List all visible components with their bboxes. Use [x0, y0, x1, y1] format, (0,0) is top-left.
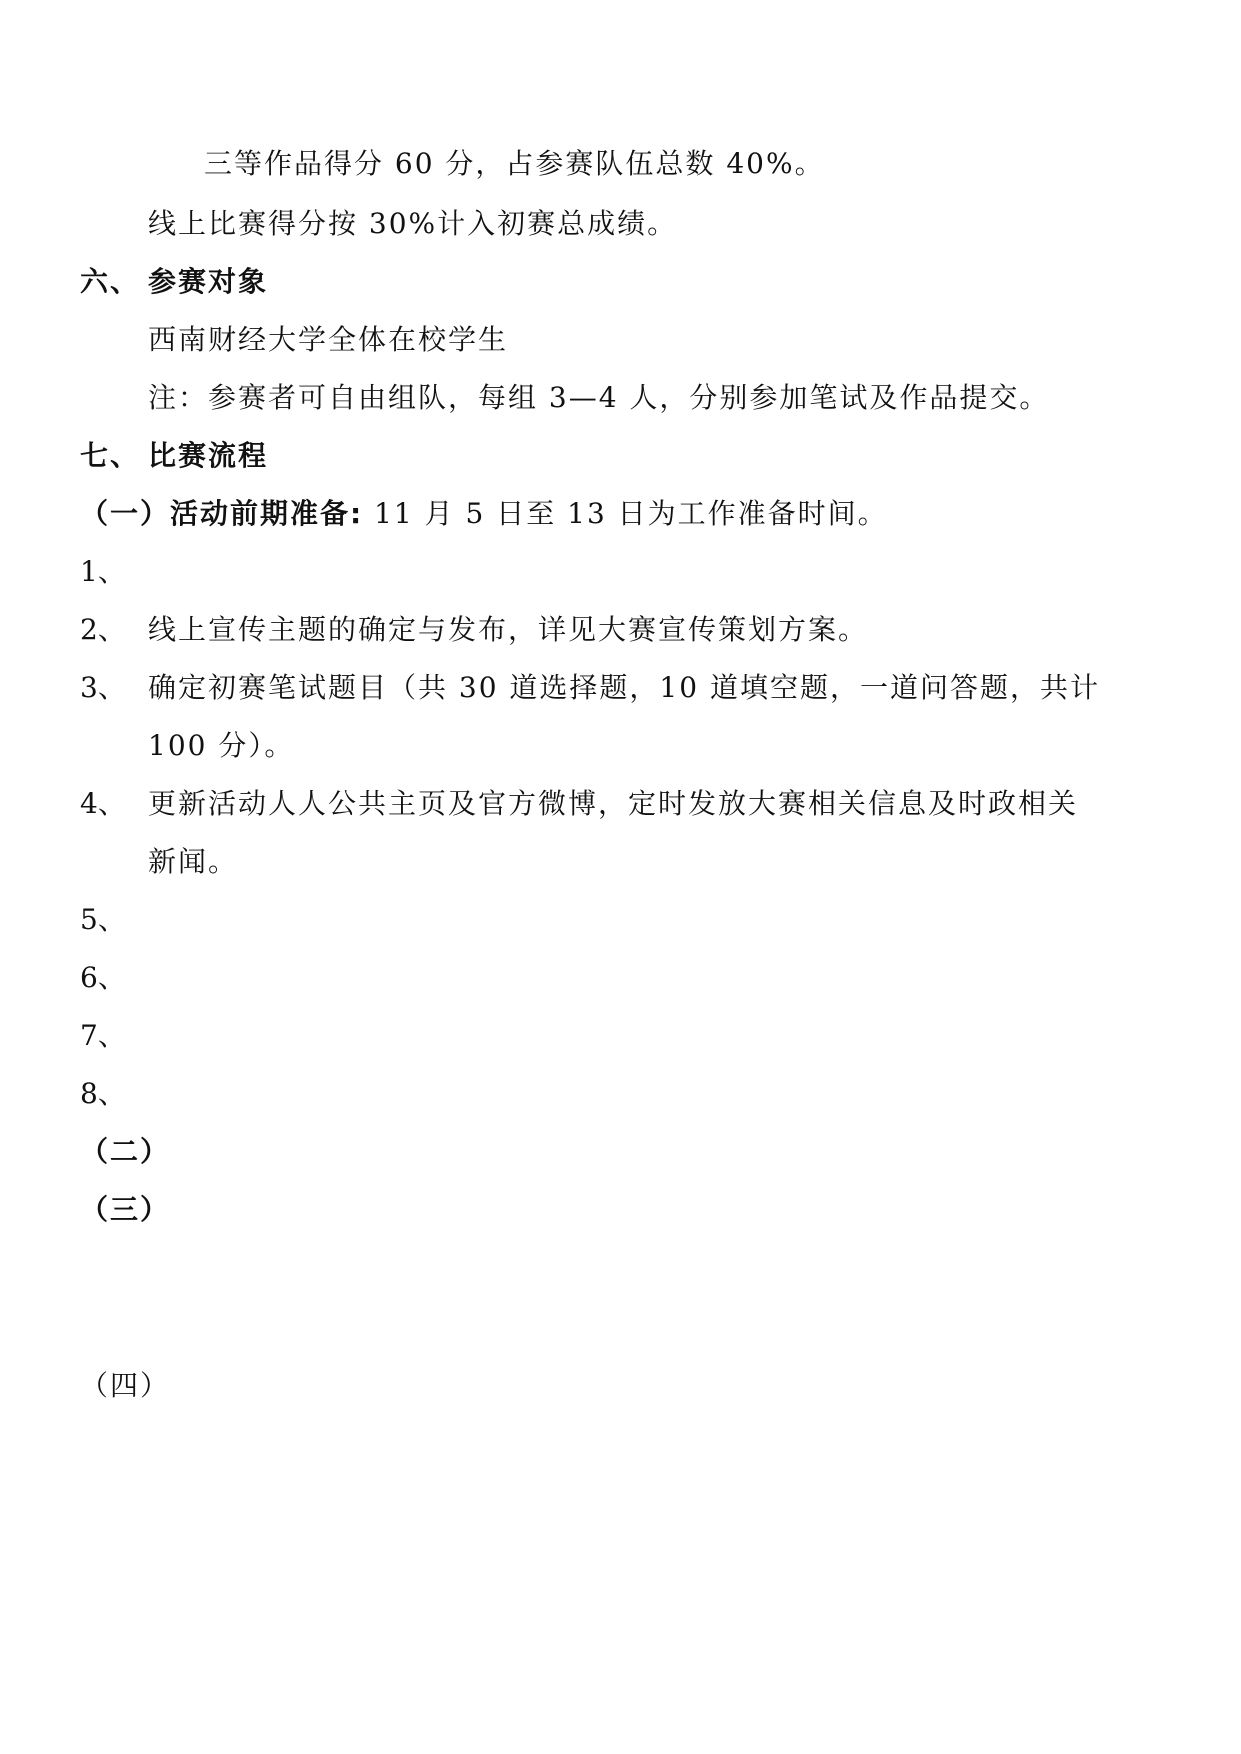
item-1-number: 1、: [80, 555, 126, 588]
section-7-title: 比赛流程: [148, 439, 269, 472]
participants-line: 西南财经大学全体在校学生: [148, 323, 509, 356]
section-6-title: 参赛对象: [148, 265, 269, 298]
section-6-number: 六、: [80, 265, 141, 298]
item-3-text-line-1: 确定初赛笔试题目（共 30 道选择题，10 道填空题，一道问答题，共计: [148, 671, 1100, 704]
stage-1-text: 11 月 5 日至 13 日为工作准备时间。: [363, 497, 888, 530]
section-7-number: 七、: [80, 439, 141, 472]
item-2-number: 2、: [80, 613, 126, 646]
item-5-number: 5、: [80, 903, 126, 936]
item-6-number: 6、: [80, 961, 126, 994]
stage-2-label: （二）: [80, 1135, 171, 1168]
stage-1-label: （一）活动前期准备:: [80, 497, 364, 530]
item-7-number: 7、: [80, 1019, 126, 1052]
item-2-text: 线上宣传主题的确定与发布，详见大赛宣传策划方案。: [148, 613, 869, 646]
item-4-number: 4、: [80, 787, 126, 820]
item-4-text-line-2: 新闻。: [148, 845, 239, 878]
participants-note: 注：参赛者可自由组队，每组 3—4 人，分别参加笔试及作品提交。: [148, 381, 1050, 414]
stage-4-label: （四）: [80, 1369, 171, 1402]
item-8-number: 8、: [80, 1077, 126, 1110]
item-3-text-line-2: 100 分）。: [148, 729, 295, 762]
item-4-text-line-1: 更新活动人人公共主页及官方微博，定时发放大赛相关信息及时政相关: [148, 787, 1079, 820]
third-prize-paragraph: 三等作品得分 60 分，占参赛队伍总数 40%。: [204, 147, 825, 180]
stage-1-line: [80, 496, 888, 532]
stage-3-label: （三）: [80, 1193, 171, 1226]
item-3-number: 3、: [80, 671, 126, 704]
online-score-paragraph: 线上比赛得分按 30%计入初赛总成绩。: [148, 207, 678, 240]
